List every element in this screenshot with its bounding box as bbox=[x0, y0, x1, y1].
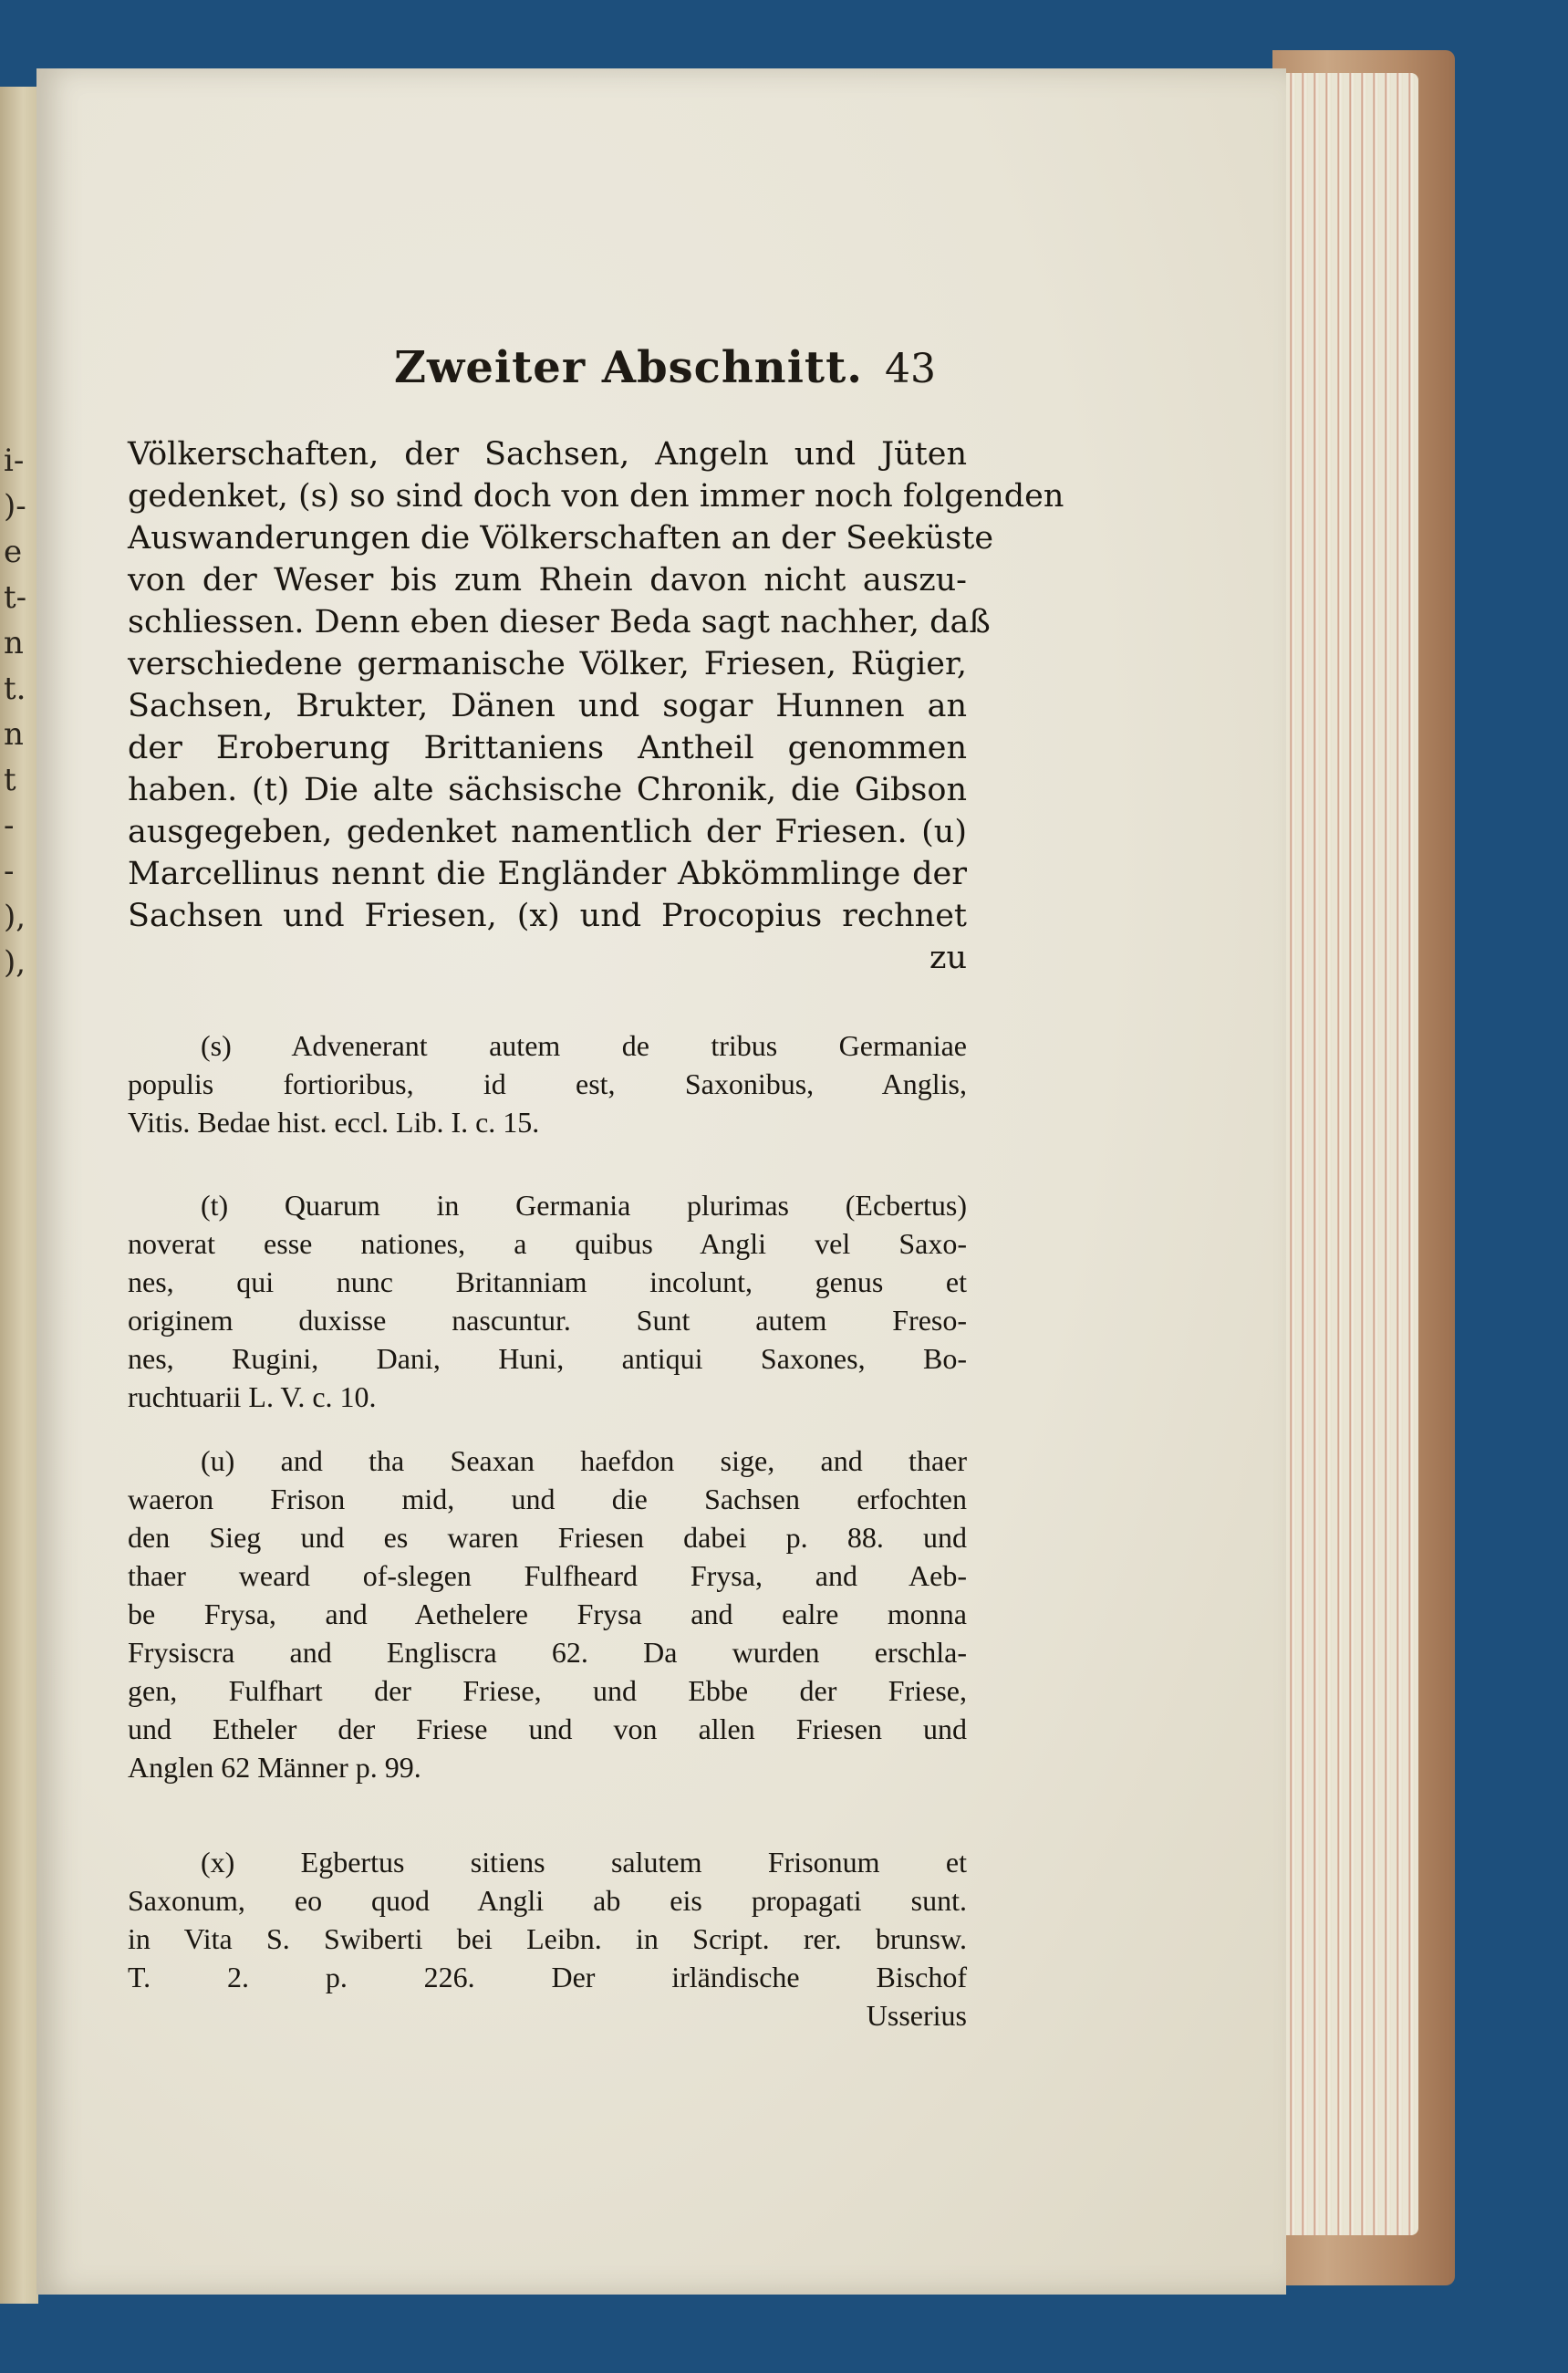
catchword: zu bbox=[929, 940, 967, 976]
text-line: der Eroberung Brittaniens Antheil genommen bbox=[128, 730, 967, 766]
footnote-line: T. 2. p. 226. Der irländische Bischof bbox=[128, 1961, 967, 1993]
footnote-line: Saxonum, eo quod Angli ab eis propagati sunt. bbox=[128, 1884, 967, 1917]
margin-fragment: i- bbox=[4, 442, 25, 479]
footnote-line: Vitis. Bedae hist. eccl. Lib. I. c. 15. bbox=[128, 1106, 540, 1139]
text-line: Völkerschaften, der Sachsen, Angeln und Jüten bbox=[128, 436, 967, 473]
running-header bbox=[36, 342, 1286, 397]
margin-fragment: n bbox=[4, 716, 24, 753]
margin-fragment: - bbox=[4, 807, 15, 844]
margin-fragment: t bbox=[4, 762, 16, 798]
text-line: Marcellinus nennt die Engländer Abkömmlinge der bbox=[128, 856, 967, 892]
margin-fragment: e bbox=[4, 534, 23, 570]
footnote-line: nes, Rugini, Dani, Huni, antiqui Saxones, Bo- bbox=[128, 1342, 967, 1375]
text-line: von der Weser bis zum Rhein davon nicht auszu- bbox=[128, 562, 967, 598]
text-line: Sachsen und Friesen, (x) und Procopius rechnet bbox=[128, 898, 967, 934]
text-line: schliessen. Denn eben dieser Beda sagt nachher, daß bbox=[128, 604, 991, 640]
footnote-line: populis fortioribus, id est, Saxonibus, Anglis, bbox=[128, 1067, 967, 1100]
footnote-line: (s) Advenerant autem de tribus Germaniae bbox=[201, 1029, 967, 1062]
text-line: haben. (t) Die alte sächsische Chronik, die Gibson bbox=[128, 772, 967, 808]
footnote-s bbox=[128, 1026, 967, 1141]
left-page-edge bbox=[0, 87, 38, 2304]
text-line: ausgegeben, gedenket namentlich der Friesen. (u) bbox=[128, 814, 967, 850]
margin-fragment: )- bbox=[4, 488, 26, 525]
margin-fragment: t. bbox=[4, 671, 26, 707]
text-line: gedenket, (s) so sind doch von den immer noch folgenden bbox=[128, 478, 1064, 515]
footnote-line: Anglen 62 Männer p. 99. bbox=[128, 1751, 421, 1784]
footnote-line: in Vita S. Swiberti bei Leibn. in Script. rer. brunsw. bbox=[128, 1922, 967, 1955]
catchword: Usserius bbox=[866, 1999, 967, 2032]
text-line: Sachsen, Brukter, Dänen und sogar Hunnen an bbox=[128, 688, 967, 724]
footnote-u bbox=[128, 1441, 967, 1786]
footnote-line: originem duxisse nascuntur. Sunt autem Freso- bbox=[128, 1304, 967, 1337]
footnote-line: ruchtuarii L. V. c. 10. bbox=[128, 1380, 377, 1413]
footnote-line: und Etheler der Friese und von allen Friesen und bbox=[128, 1712, 967, 1745]
footnote-line: (t) Quarum in Germania plurimas (Ecbertus) bbox=[201, 1189, 967, 1222]
page-stack-edge bbox=[1272, 73, 1418, 2235]
margin-fragment: ), bbox=[4, 944, 26, 981]
text-line: verschiedene germanische Völker, Friesen, Rügier, bbox=[128, 646, 967, 682]
footnote-line: nes, qui nunc Britanniam incolunt, genus et bbox=[128, 1265, 967, 1298]
margin-fragment: ), bbox=[4, 899, 26, 935]
footnote-line: (u) and tha Seaxan haefdon sige, and thaer bbox=[201, 1444, 967, 1477]
footnote-line: noverat esse nationes, a quibus Angli vel Saxo- bbox=[128, 1227, 967, 1260]
footnote-line: den Sieg und es waren Friesen dabei p. 88. und bbox=[128, 1521, 967, 1554]
footnote-line: thaer weard of-slegen Fulfheard Frysa, and Aeb- bbox=[128, 1559, 967, 1592]
header-title: Zweiter Abschnitt. bbox=[394, 342, 863, 393]
margin-fragment: - bbox=[4, 853, 15, 890]
page-number: 43 bbox=[885, 346, 936, 392]
book-page bbox=[36, 68, 1286, 2295]
text-line: Auswanderungen die Völkerschaften an der Seeküste bbox=[128, 520, 994, 557]
main-text bbox=[128, 433, 1064, 979]
footnote-line: (x) Egbertus sitiens salutem Frisonum et bbox=[201, 1846, 967, 1879]
margin-fragment: n bbox=[4, 625, 24, 661]
footnote-line: be Frysa, and Aethelere Frysa and ealre monna bbox=[128, 1598, 967, 1630]
margin-fragment: t- bbox=[4, 579, 27, 616]
footnote-t bbox=[128, 1186, 967, 1416]
footnote-line: gen, Fulfhart der Friese, und Ebbe der Friese, bbox=[128, 1674, 967, 1707]
left-margin-fragments bbox=[4, 438, 31, 985]
footnote-line: Frysiscra and Engliscra 62. Da wurden erschla- bbox=[128, 1636, 967, 1669]
footnote-x bbox=[128, 1843, 967, 2035]
footnote-line: waeron Frison mid, und die Sachsen erfochten bbox=[128, 1483, 967, 1515]
